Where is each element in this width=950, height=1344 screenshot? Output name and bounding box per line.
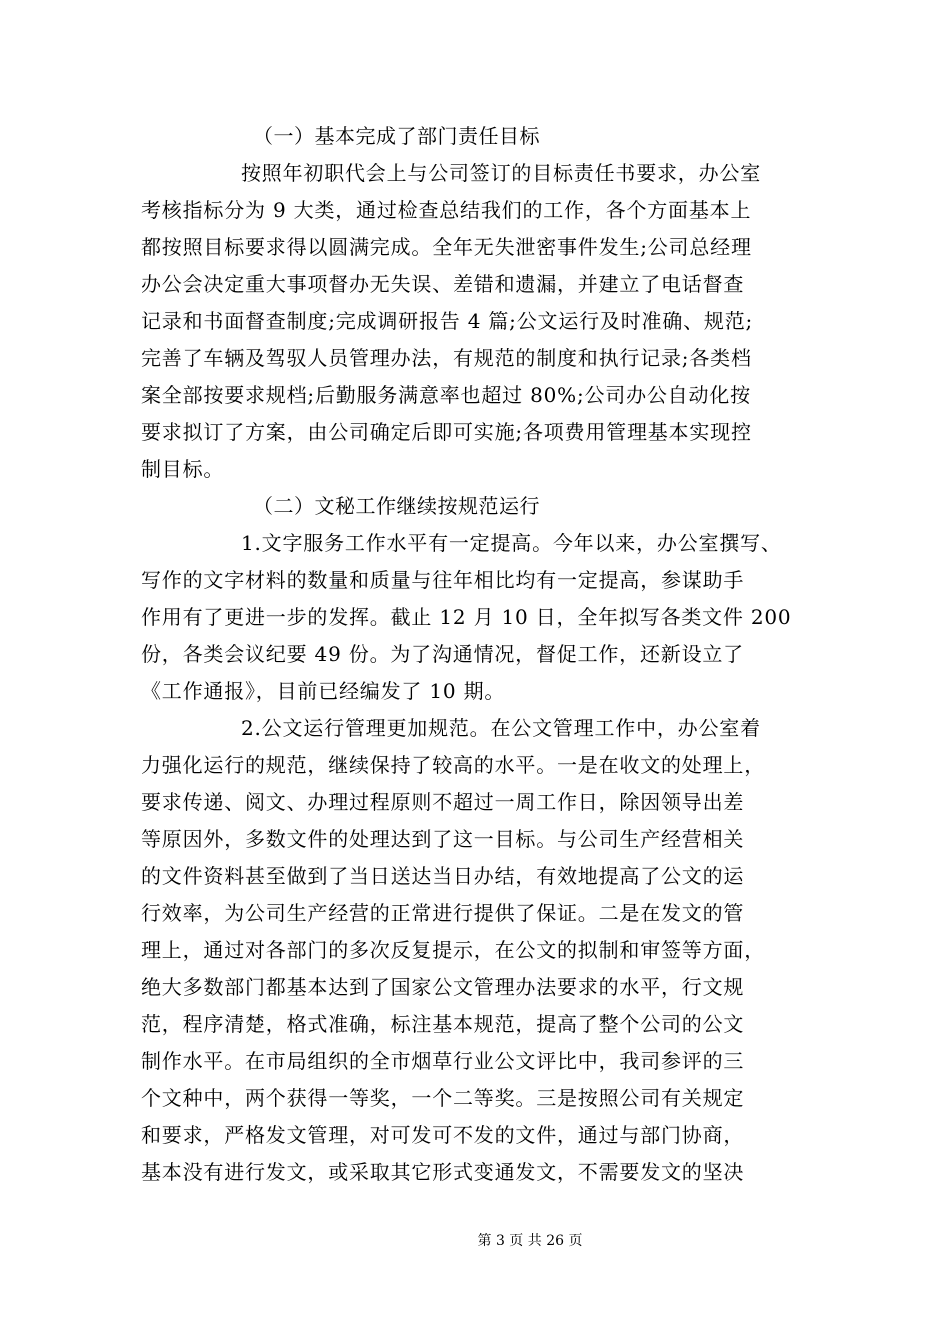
text-line: 基本没有进行发文，或采取其它形式变通发文，不需要发文的坚决 xyxy=(141,1160,745,1184)
text-line: 要求拟订了方案，由公司确定后即可实施;各项费用管理基本实现控 xyxy=(141,420,752,444)
text-line: 案全部按要求规档;后勤服务满意率也超过 80%;公司办公自动化按 xyxy=(141,383,751,407)
text-line: 按照年初职代会上与公司签订的目标责任书要求，办公室 xyxy=(241,161,761,185)
text-line: 力强化运行的规范，继续保持了较高的水平。一是在收文的处理上， xyxy=(141,753,765,777)
text-line: 份，各类会议纪要 49 份。为了沟通情况，督促工作，还新设立了 xyxy=(141,642,744,666)
text-line: 考核指标分为 9 大类，通过检查总结我们的工作，各个方面基本上 xyxy=(141,198,752,222)
text-line: 都按照目标要求得以圆满完成。全年无失泄密事件发生;公司总经理 xyxy=(141,235,752,259)
text-line: 要求传递、阅文、办理过程原则不超过一周工作日，除因领导出差 xyxy=(141,790,745,814)
text-line: 理上，通过对各部门的多次反复提示，在公文的拟制和审签等方面， xyxy=(141,938,765,962)
text-line: 绝大多数部门都基本达到了国家公文管理办法要求的水平，行文规 xyxy=(141,975,745,999)
paragraph xyxy=(141,525,809,710)
document-body xyxy=(141,118,809,1191)
text-line: 等原因外，多数文件的处理达到了这一目标。与公司生产经营相关 xyxy=(141,827,745,851)
text-line: 1.文字服务工作水平有一定提高。今年以来，办公室撰写、 xyxy=(241,531,782,555)
text-line: 完善了车辆及驾驭人员管理办法，有规范的制度和执行记录;各类档 xyxy=(141,346,752,370)
text-line: 范，程序清楚，格式准确，标注基本规范，提高了整个公司的公文 xyxy=(141,1012,745,1036)
text-line: 办公会决定重大事项督办无失误、差错和遗漏，并建立了电话督查 xyxy=(141,272,745,296)
text-line: 2.公文运行管理更加规范。在公文管理工作中，办公室着 xyxy=(241,716,761,740)
text-line: 的文件资料甚至做到了当日送达当日办结，有效地提高了公文的运 xyxy=(141,864,745,888)
text-line: 作用有了更进一步的发挥。截止 12 月 10 日，全年拟写各类文件 200 xyxy=(141,605,792,629)
text-line: 《工作通报》，目前已经编发了 10 期。 xyxy=(141,679,506,703)
text-line: 制目标。 xyxy=(141,457,225,481)
text-line: 制作水平。在市局组织的全市烟草行业公文评比中，我司参评的三 xyxy=(141,1049,745,1073)
text-line: 记录和书面督查制度;完成调研报告 4 篇;公文运行及时准确、规范; xyxy=(141,309,754,333)
section-heading: （二）文秘工作继续按规范运行 xyxy=(253,494,540,518)
text-line: 行效率，为公司生产经营的正常进行提供了保证。二是在发文的管 xyxy=(141,901,745,925)
text-line: 和要求，严格发文管理，对可发可不发的文件，通过与部门协商， xyxy=(141,1123,745,1147)
paragraph xyxy=(141,710,809,1191)
paragraph xyxy=(141,155,809,488)
text-line: 写作的文字材料的数量和质量与往年相比均有一定提高，参谋助手 xyxy=(141,568,745,592)
section-heading: （一）基本完成了部门责任目标 xyxy=(253,124,540,148)
page-number-footer: 第 3 页 共 26 页 xyxy=(477,1233,583,1249)
text-line: 个文种中，两个获得一等奖，一个二等奖。三是按照公司有关规定 xyxy=(141,1086,745,1110)
